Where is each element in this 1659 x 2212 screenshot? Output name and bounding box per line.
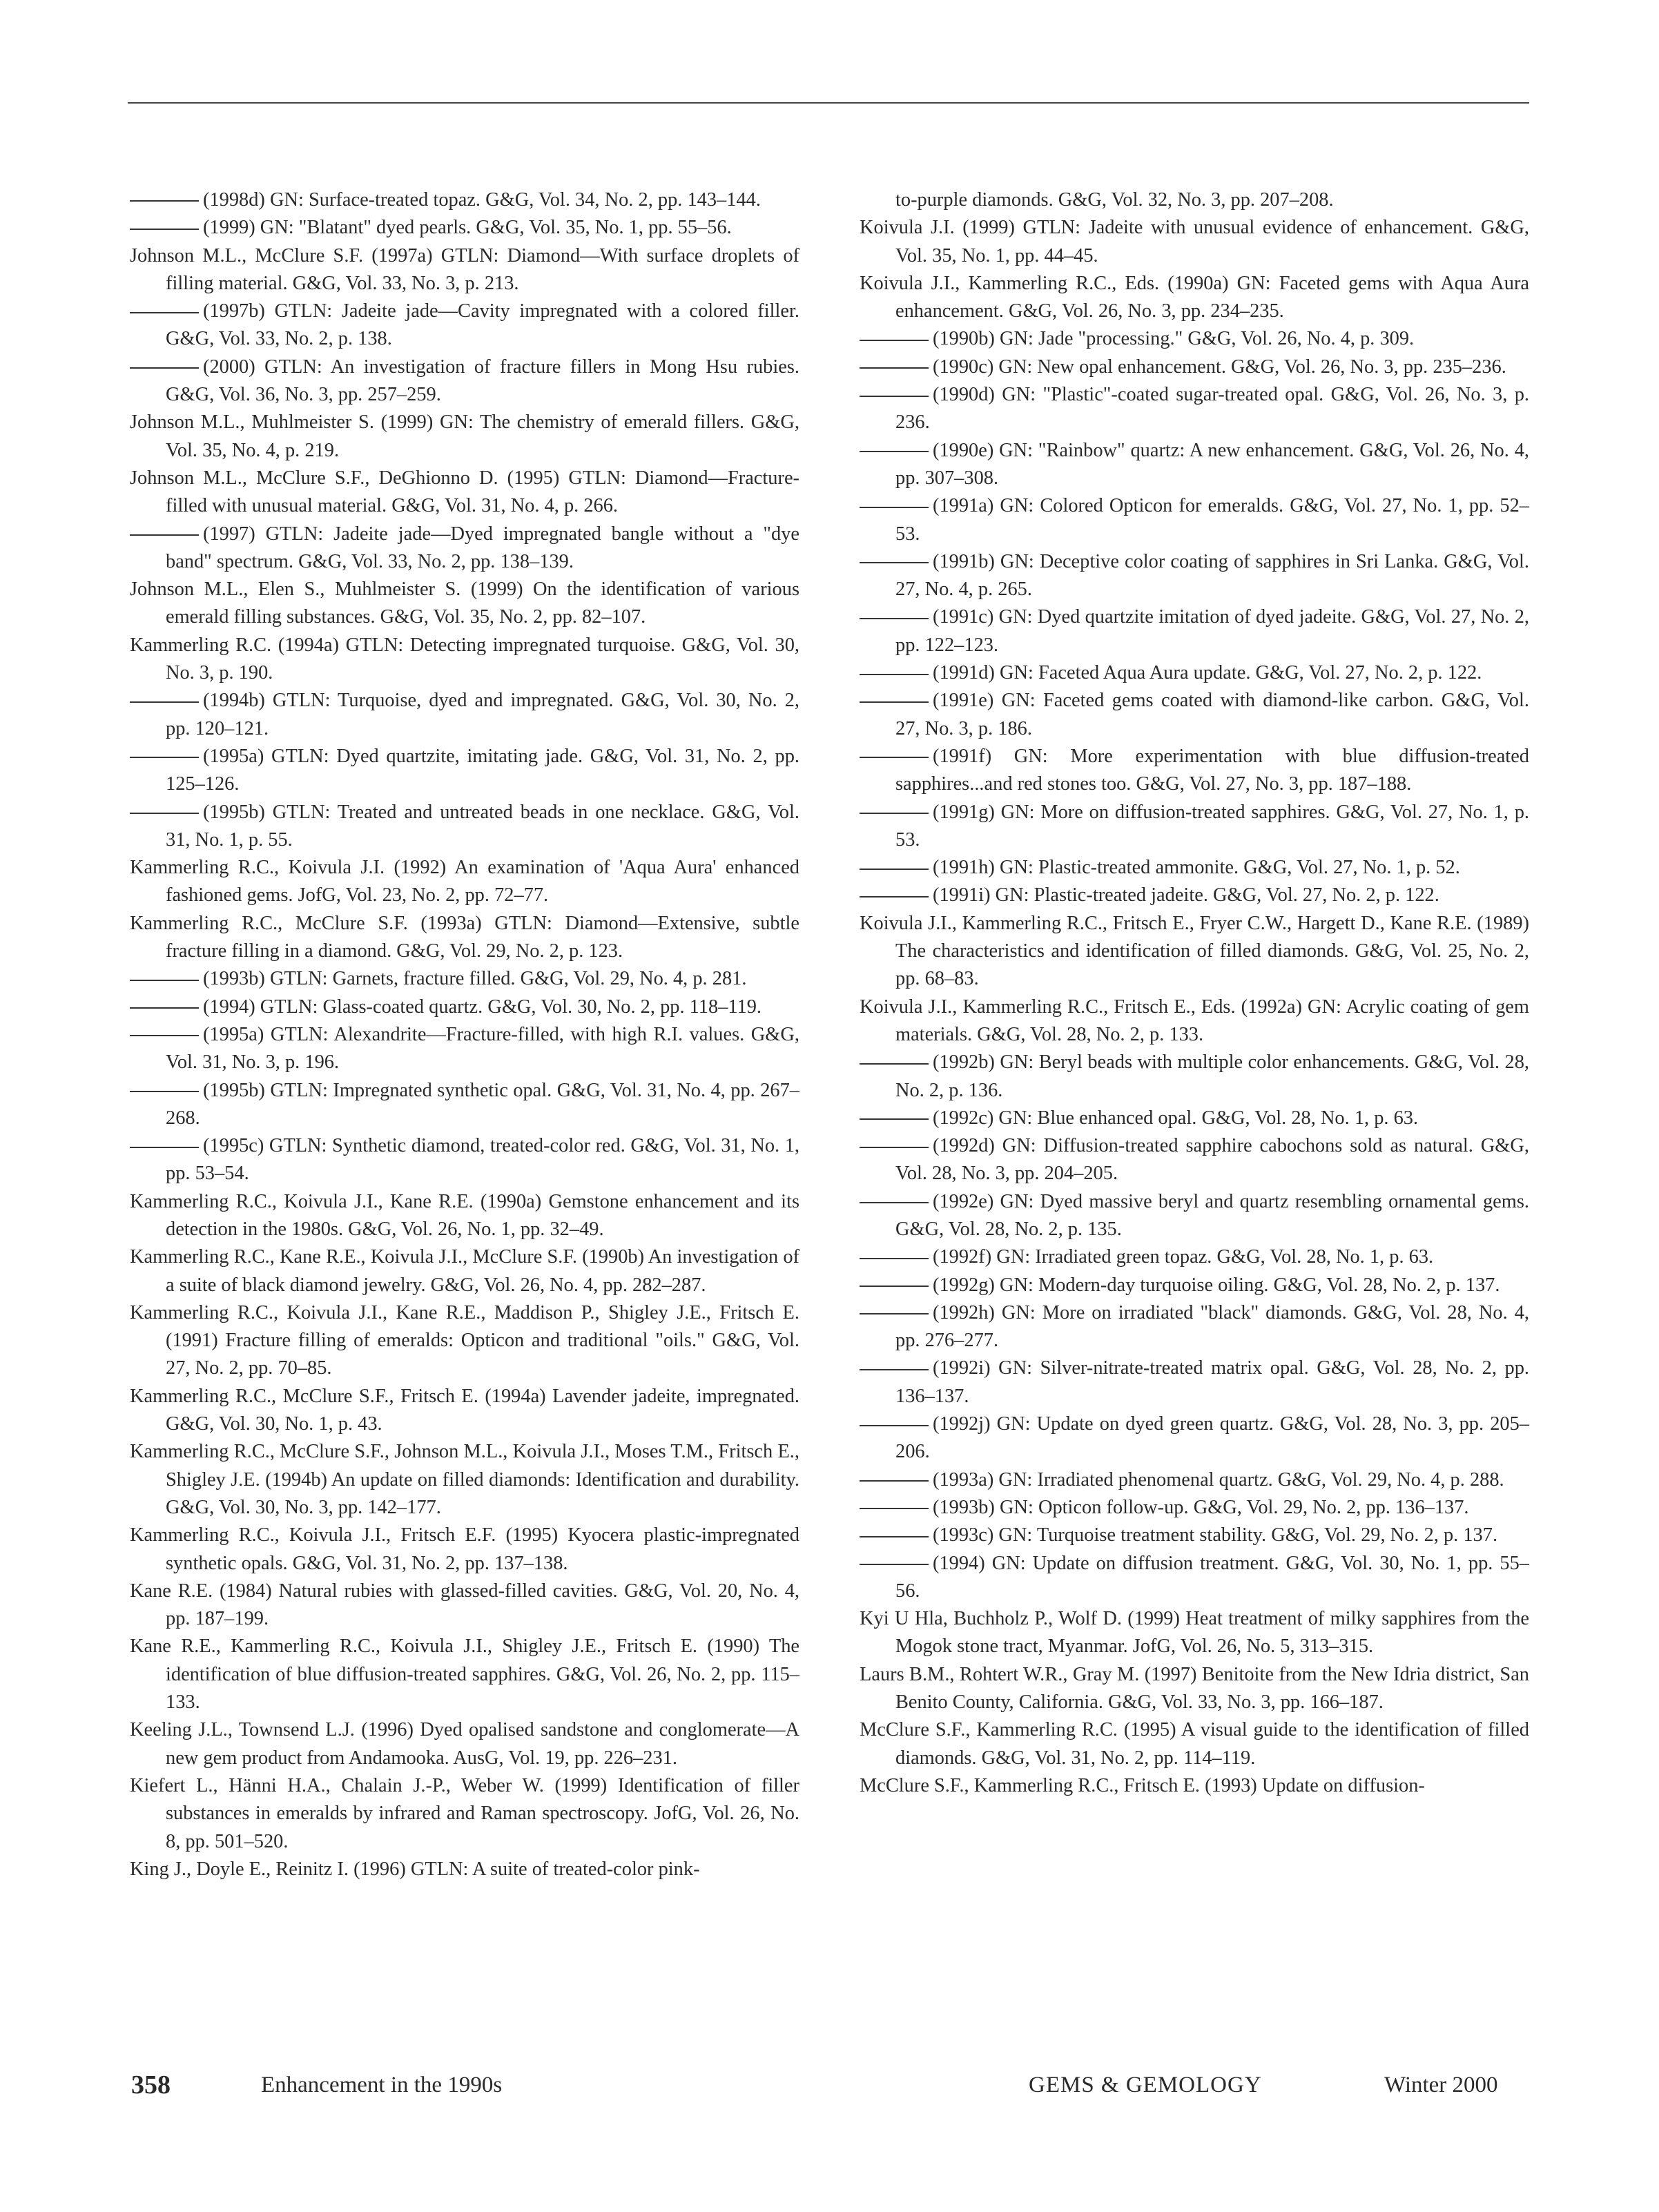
repeat-author-dash	[860, 1147, 929, 1148]
repeat-author-dash	[130, 1007, 199, 1009]
reference-text: Kiefert L., Hänni H.A., Chalain J.-P., Weber W. (1999) Identification of filler substances in emeralds by infrared and Raman spectroscopy. JofG, Vol. 26, No. 8, pp. 501–520.	[130, 1774, 799, 1852]
reference-text: to-purple diamonds. G&G, Vol. 32, No. 3, pp. 207–208.	[895, 189, 1334, 211]
reference-text: Johnson M.L., McClure S.F. (1997a) GTLN: Diamond—With surface droplets of filling material. G&G, Vol. 33, No. 3, p. 213.	[130, 244, 799, 294]
reference-text: (1997b) GTLN: Jadeite jade—Cavity impregnated with a colored filler. G&G, Vol. 33, No. 2, p. 138.	[166, 300, 799, 350]
reference-text: (1991g) GN: More on diffusion-treated sapphires. G&G, Vol. 27, No. 1, p. 53.	[895, 801, 1529, 851]
reference-entry	[130, 1299, 799, 1383]
reference-text: (2000) GTLN: An investigation of fracture fillers in Mong Hsu rubies. G&G, Vol. 36, No. 3, pp. 257–259.	[166, 356, 799, 406]
reference-entry	[860, 1132, 1529, 1188]
repeat-author-dash	[130, 1091, 199, 1092]
reference-entry	[130, 854, 799, 910]
reference-entry	[860, 437, 1529, 493]
reference-text: (1991f) GN: More experimentation with blue diffusion-treated sapphires...and red stones too. G&G, Vol. 27, No. 3, pp. 187–188.	[895, 745, 1529, 795]
reference-entry	[860, 353, 1529, 381]
reference-text: (1995a) GTLN: Alexandrite—Fracture-filled, with high R.I. values. G&G, Vol. 31, No. 3, p. 196.	[166, 1023, 799, 1074]
reference-entry	[130, 353, 799, 409]
repeat-author-dash	[860, 367, 929, 369]
repeat-author-dash	[860, 1480, 929, 1482]
reference-entry	[130, 632, 799, 688]
reference-text: (1992e) GN: Dyed massive beryl and quartz resembling ornamental gems. G&G, Vol. 28, No. 2, p. 135.	[895, 1190, 1529, 1240]
reference-entry	[860, 1494, 1529, 1522]
reference-entry	[860, 1299, 1529, 1355]
page-number: 358	[131, 2070, 171, 2099]
reference-entry	[860, 214, 1529, 270]
reference-text: Johnson M.L., McClure S.F., DeGhionno D. (1995) GTLN: Diamond—Fracture-filled with unusual material. G&G, Vol. 31, No. 4, p. 266.	[130, 467, 799, 517]
reference-text: (1991e) GN: Faceted gems coated with diamond-like carbon. G&G, Vol. 27, No. 3, p. 186.	[895, 690, 1529, 739]
reference-text: Kammerling R.C., Koivula J.I. (1992) An examination of 'Aqua Aura' enhanced fashioned gems. JofG, Vol. 23, No. 2, pp. 72–77.	[130, 857, 799, 906]
reference-entry	[130, 1716, 799, 1772]
reference-text: (1997) GTLN: Jadeite jade—Dyed impregnated bangle without a "dye band" spectrum. G&G, Vol. 33, No. 2, pp. 138–139.	[166, 523, 799, 572]
reference-entry	[130, 298, 799, 353]
reference-entry	[860, 687, 1529, 743]
reference-entry	[860, 1105, 1529, 1132]
reference-text: Kammerling R.C., McClure S.F. (1993a) GTLN: Diamond—Extensive, subtle fracture filling in a diamond. G&G, Vol. 29, No. 2, p. 123.	[130, 912, 799, 962]
reference-entry	[860, 1716, 1529, 1772]
reference-entry	[130, 1243, 799, 1299]
repeat-author-dash	[860, 896, 929, 898]
repeat-author-dash	[860, 701, 929, 703]
reference-entry	[860, 1605, 1529, 1661]
reference-text: McClure S.F., Kammerling R.C., Fritsch E. (1993) Update on diffusion-	[860, 1774, 1425, 1796]
repeat-author-dash	[860, 1063, 929, 1065]
reference-entry	[860, 186, 1529, 214]
reference-text: (1993c) GN: Turquoise treatment stability. G&G, Vol. 29, No. 2, p. 137.	[933, 1524, 1498, 1546]
reference-entry	[860, 1272, 1529, 1299]
reference-entry	[860, 1188, 1529, 1244]
reference-entry	[860, 743, 1529, 799]
reference-entry	[130, 1188, 799, 1244]
reference-entry	[130, 1772, 799, 1856]
reference-text: (1999) GN: "Blatant" dyed pearls. G&G, Vol. 35, No. 1, pp. 55–56.	[203, 217, 732, 239]
top-rule	[128, 102, 1529, 104]
reference-text: Laurs B.M., Rohtert W.R., Gray M. (1997) Benitoite from the New Idria district, San Benito County, California. G&G, Vol. 33, No. 3, pp. 166–187.	[860, 1663, 1529, 1714]
reference-entry	[860, 1661, 1529, 1717]
repeat-author-dash	[130, 200, 199, 202]
reference-text: Kammerling R.C., Koivula J.I., Kane R.E. (1990a) Gemstone enhancement and its detection in the 1980s. G&G, Vol. 26, No. 1, pp. 32–49.	[130, 1190, 799, 1240]
reference-entry	[130, 576, 799, 632]
reference-text: (1990e) GN: "Rainbow" quartz: A new enhancement. G&G, Vol. 26, No. 4, pp. 307–308.	[895, 439, 1529, 489]
reference-text: (1992f) GN: Irradiated green topaz. G&G, Vol. 28, No. 1, p. 63.	[933, 1246, 1434, 1268]
repeat-author-dash	[130, 980, 199, 981]
reference-text: (1991c) GN: Dyed quartzite imitation of dyed jadeite. G&G, Vol. 27, No. 2, pp. 122–123.	[895, 606, 1529, 656]
reference-text: (1990b) GN: Jade "processing." G&G, Vol. 26, No. 4, p. 309.	[933, 328, 1415, 350]
reference-entry	[130, 1077, 799, 1133]
reference-entry	[860, 270, 1529, 326]
reference-text: Kammerling R.C. (1994a) GTLN: Detecting impregnated turquoise. G&G, Vol. 30, No. 3, p. 190.	[130, 634, 799, 684]
reference-entry	[860, 381, 1529, 437]
reference-text: (1991h) GN: Plastic-treated ammonite. G&G, Vol. 27, No. 1, p. 52.	[933, 857, 1460, 879]
reference-text: Kammerling R.C., Koivula J.I., Kane R.E., Maddison P., Shigley J.E., Fritsch E. (1991) Fracture filling of emeralds: Opticon and traditional "oils." G&G, Vol. 27, No. 2, pp. 70–85.	[130, 1301, 799, 1379]
reference-entry	[130, 1438, 799, 1522]
reference-text: (1998d) GN: Surface-treated topaz. G&G, Vol. 34, No. 2, pp. 143–144.	[203, 189, 761, 211]
repeat-author-dash	[130, 534, 199, 536]
repeat-author-dash	[860, 869, 929, 870]
reference-text: (1992g) GN: Modern-day turquoise oiling. G&G, Vol. 28, No. 2, p. 137.	[933, 1274, 1500, 1296]
repeat-author-dash	[130, 701, 199, 703]
reference-entry	[860, 799, 1529, 855]
reference-entry	[860, 1410, 1529, 1466]
reference-entry	[130, 1578, 799, 1633]
reference-entry	[130, 409, 799, 465]
reference-text: (1993b) GN: Opticon follow-up. G&G, Vol. 29, No. 2, pp. 136–137.	[933, 1496, 1469, 1518]
reference-text: (1995b) GTLN: Treated and untreated beads in one necklace. G&G, Vol. 31, No. 1, p. 55.	[166, 801, 799, 851]
repeat-author-dash	[860, 1425, 929, 1426]
reference-entry	[130, 1383, 799, 1439]
repeat-author-dash	[130, 229, 199, 230]
reference-entry	[860, 603, 1529, 659]
repeat-author-dash	[860, 757, 929, 758]
reference-text: (1992j) GN: Update on dyed green quartz. G&G, Vol. 28, No. 3, pp. 205–206.	[895, 1413, 1529, 1463]
repeat-author-dash	[860, 507, 929, 508]
reference-text: Kammerling R.C., Kane R.E., Koivula J.I., McClure S.F. (1990b) An investigation of a suite of black diamond jewelry. G&G, Vol. 26, No. 4, pp. 282–287.	[130, 1246, 799, 1296]
reference-text: (1994b) GTLN: Turquoise, dyed and impregnated. G&G, Vol. 30, No. 2, pp. 120–121.	[166, 690, 799, 739]
reference-text: Kammerling R.C., Koivula J.I., Fritsch E.F. (1995) Kyocera plastic-impregnated synthetic opals. G&G, Vol. 31, No. 2, pp. 137–138.	[130, 1524, 799, 1574]
reference-entry	[130, 743, 799, 799]
reference-text: Kane R.E., Kammerling R.C., Koivula J.I., Shigley J.E., Fritsch E. (1990) The identification of blue diffusion-treated sapphires. G&G, Vol. 26, No. 2, pp. 115–133.	[130, 1636, 799, 1714]
reference-text: (1992h) GN: More on irradiated "black" diamonds. G&G, Vol. 28, No. 4, pp. 276–277.	[895, 1301, 1529, 1352]
reference-text: Johnson M.L., Muhlmeister S. (1999) GN: The chemistry of emerald fillers. G&G, Vol. 35, No. 4, p. 219.	[130, 411, 799, 461]
reference-entry	[860, 548, 1529, 604]
repeat-author-dash	[860, 396, 929, 397]
reference-entry	[860, 854, 1529, 882]
reference-text: Kane R.E. (1984) Natural rubies with glassed-filled cavities. G&G, Vol. 20, No. 4, pp. 187–199.	[130, 1580, 799, 1630]
running-title: Enhancement in the 1990s	[261, 2073, 503, 2097]
repeat-author-dash	[860, 1313, 929, 1314]
journal-name: GEMS & GEMOLOGY	[1029, 2073, 1262, 2097]
reference-entry	[130, 1856, 799, 1883]
reference-text: (1995b) GTLN: Impregnated synthetic opal. G&G, Vol. 31, No. 4, pp. 267–268.	[166, 1079, 799, 1129]
reference-entry	[860, 492, 1529, 548]
reference-entry	[130, 1132, 799, 1188]
repeat-author-dash	[860, 1118, 929, 1120]
repeat-author-dash	[860, 674, 929, 675]
reference-text: Kammerling R.C., McClure S.F., Fritsch E. (1994a) Lavender jadeite, impregnated. G&G, Vol. 30, No. 1, p. 43.	[130, 1385, 799, 1435]
repeat-author-dash	[860, 1202, 929, 1203]
reference-text: (1991d) GN: Faceted Aqua Aura update. G&G, Vol. 27, No. 2, p. 122.	[933, 662, 1482, 684]
reference-text: Koivula J.I., Kammerling R.C., Eds. (1990a) GN: Faceted gems with Aqua Aura enhancement. G&G, Vol. 26, No. 3, pp. 234–235.	[860, 272, 1529, 322]
reference-entry	[130, 521, 799, 576]
reference-text: (1991a) GN: Colored Opticon for emeralds. G&G, Vol. 27, No. 1, pp. 52–53.	[895, 495, 1529, 545]
repeat-author-dash	[860, 1564, 929, 1565]
reference-entry	[130, 965, 799, 993]
reference-entry	[130, 1633, 799, 1716]
reference-entry	[130, 910, 799, 966]
reference-text: (1993a) GN: Irradiated phenomenal quartz. G&G, Vol. 29, No. 4, p. 288.	[933, 1468, 1504, 1491]
reference-entry	[130, 993, 799, 1021]
reference-text: Kammerling R.C., McClure S.F., Johnson M.L., Koivula J.I., Moses T.M., Fritsch E., Shigley J.E. (1994b) An update on filled diamonds: Identification and durability. G&G, Vol. 30, No. 3, pp. 142–177.	[130, 1441, 799, 1518]
reference-text: Keeling J.L., Townsend L.J. (1996) Dyed opalised sandstone and conglomerate—A new gem product from Andamooka. AusG, Vol. 19, pp. 226–231.	[130, 1719, 799, 1769]
reference-text: King J., Doyle E., Reinitz I. (1996) GTLN: A suite of treated-color pink-	[130, 1858, 700, 1880]
repeat-author-dash	[130, 312, 199, 313]
reference-entry	[860, 1355, 1529, 1410]
reference-entry	[860, 1466, 1529, 1494]
left-column	[130, 186, 799, 1883]
reference-entry	[860, 882, 1529, 909]
reference-entry	[130, 214, 799, 242]
reference-text: Koivula J.I., Kammerling R.C., Fritsch E., Eds. (1992a) GN: Acrylic coating of gem materials. G&G, Vol. 28, No. 2, p. 133.	[860, 996, 1529, 1045]
reference-entry	[860, 1550, 1529, 1606]
repeat-author-dash	[860, 618, 929, 619]
reference-entry	[860, 993, 1529, 1049]
repeat-author-dash	[130, 813, 199, 814]
repeat-author-dash	[860, 1536, 929, 1537]
reference-text: Kyi U Hla, Buchholz P., Wolf D. (1999) Heat treatment of milky sapphires from the Mogok stone tract, Myanmar. JofG, Vol. 26, No. 5, 313–315.	[860, 1608, 1529, 1658]
reference-entry	[860, 325, 1529, 353]
reference-entry	[130, 465, 799, 521]
repeat-author-dash	[130, 1035, 199, 1036]
repeat-author-dash	[860, 1258, 929, 1259]
reference-text: (1992c) GN: Blue enhanced opal. G&G, Vol. 28, No. 1, p. 63.	[933, 1107, 1419, 1129]
issue-label: Winter 2000	[1384, 2073, 1498, 2097]
repeat-author-dash	[860, 813, 929, 814]
reference-text: McClure S.F., Kammerling R.C. (1995) A visual guide to the identification of filled diamonds. G&G, Vol. 31, No. 2, pp. 114–119.	[860, 1719, 1529, 1769]
reference-text: (1990c) GN: New opal enhancement. G&G, Vol. 26, No. 3, pp. 235–236.	[933, 356, 1506, 378]
repeat-author-dash	[860, 1508, 929, 1509]
reference-entry	[130, 687, 799, 743]
reference-text: (1990d) GN: "Plastic"-coated sugar-treated opal. G&G, Vol. 26, No. 3, p. 236.	[895, 384, 1529, 434]
reference-text: (1992d) GN: Diffusion-treated sapphire cabochons sold as natural. G&G, Vol. 28, No. 3, pp. 204–205.	[895, 1135, 1529, 1185]
reference-entry	[130, 1021, 799, 1077]
repeat-author-dash	[860, 451, 929, 452]
reference-entry	[860, 1243, 1529, 1271]
reference-entry	[860, 910, 1529, 993]
reference-entry	[860, 1772, 1529, 1800]
reference-text: (1993b) GTLN: Garnets, fracture filled. G&G, Vol. 29, No. 4, p. 281.	[203, 968, 747, 990]
reference-text: (1992i) GN: Silver-nitrate-treated matrix opal. G&G, Vol. 28, No. 2, pp. 136–137.	[895, 1357, 1529, 1407]
repeat-author-dash	[130, 1147, 199, 1148]
repeat-author-dash	[860, 562, 929, 563]
right-column	[860, 186, 1529, 1800]
reference-entry	[130, 1522, 799, 1578]
reference-text: (1994) GN: Update on diffusion treatment. G&G, Vol. 30, No. 1, pp. 55–56.	[895, 1552, 1529, 1602]
reference-entry	[130, 799, 799, 855]
repeat-author-dash	[860, 1369, 929, 1370]
reference-text: (1992b) GN: Beryl beads with multiple color enhancements. G&G, Vol. 28, No. 2, p. 136.	[895, 1051, 1529, 1101]
reference-entry	[860, 1522, 1529, 1549]
repeat-author-dash	[130, 757, 199, 758]
reference-text: (1991i) GN: Plastic-treated jadeite. G&G, Vol. 27, No. 2, p. 122.	[933, 884, 1439, 906]
reference-entry	[130, 186, 799, 214]
reference-text: (1991b) GN: Deceptive color coating of sapphires in Sri Lanka. G&G, Vol. 27, No. 4, p. 265.	[895, 550, 1529, 601]
reference-entry	[860, 1049, 1529, 1105]
reference-text: Koivula J.I. (1999) GTLN: Jadeite with unusual evidence of enhancement. G&G, Vol. 35, No. 1, pp. 44–45.	[860, 217, 1529, 266]
reference-text: (1995a) GTLN: Dyed quartzite, imitating jade. G&G, Vol. 31, No. 2, pp. 125–126.	[166, 745, 799, 795]
reference-text: Koivula J.I., Kammerling R.C., Fritsch E., Fryer C.W., Hargett D., Kane R.E. (1989) The characteristics and identification of filled diamonds. G&G, Vol. 25, No. 2, pp. 68–83.	[860, 912, 1529, 990]
reference-entry	[860, 659, 1529, 687]
repeat-author-dash	[130, 367, 199, 369]
repeat-author-dash	[860, 1286, 929, 1287]
reference-text: (1995c) GTLN: Synthetic diamond, treated-color red. G&G, Vol. 31, No. 1, pp. 53–54.	[166, 1135, 799, 1185]
repeat-author-dash	[860, 340, 929, 341]
reference-text: (1994) GTLN: Glass-coated quartz. G&G, Vol. 30, No. 2, pp. 118–119.	[203, 996, 762, 1018]
reference-entry	[130, 242, 799, 298]
reference-text: Johnson M.L., Elen S., Muhlmeister S. (1999) On the identification of various emerald filling substances. G&G, Vol. 35, No. 2, pp. 82–107.	[130, 579, 799, 628]
